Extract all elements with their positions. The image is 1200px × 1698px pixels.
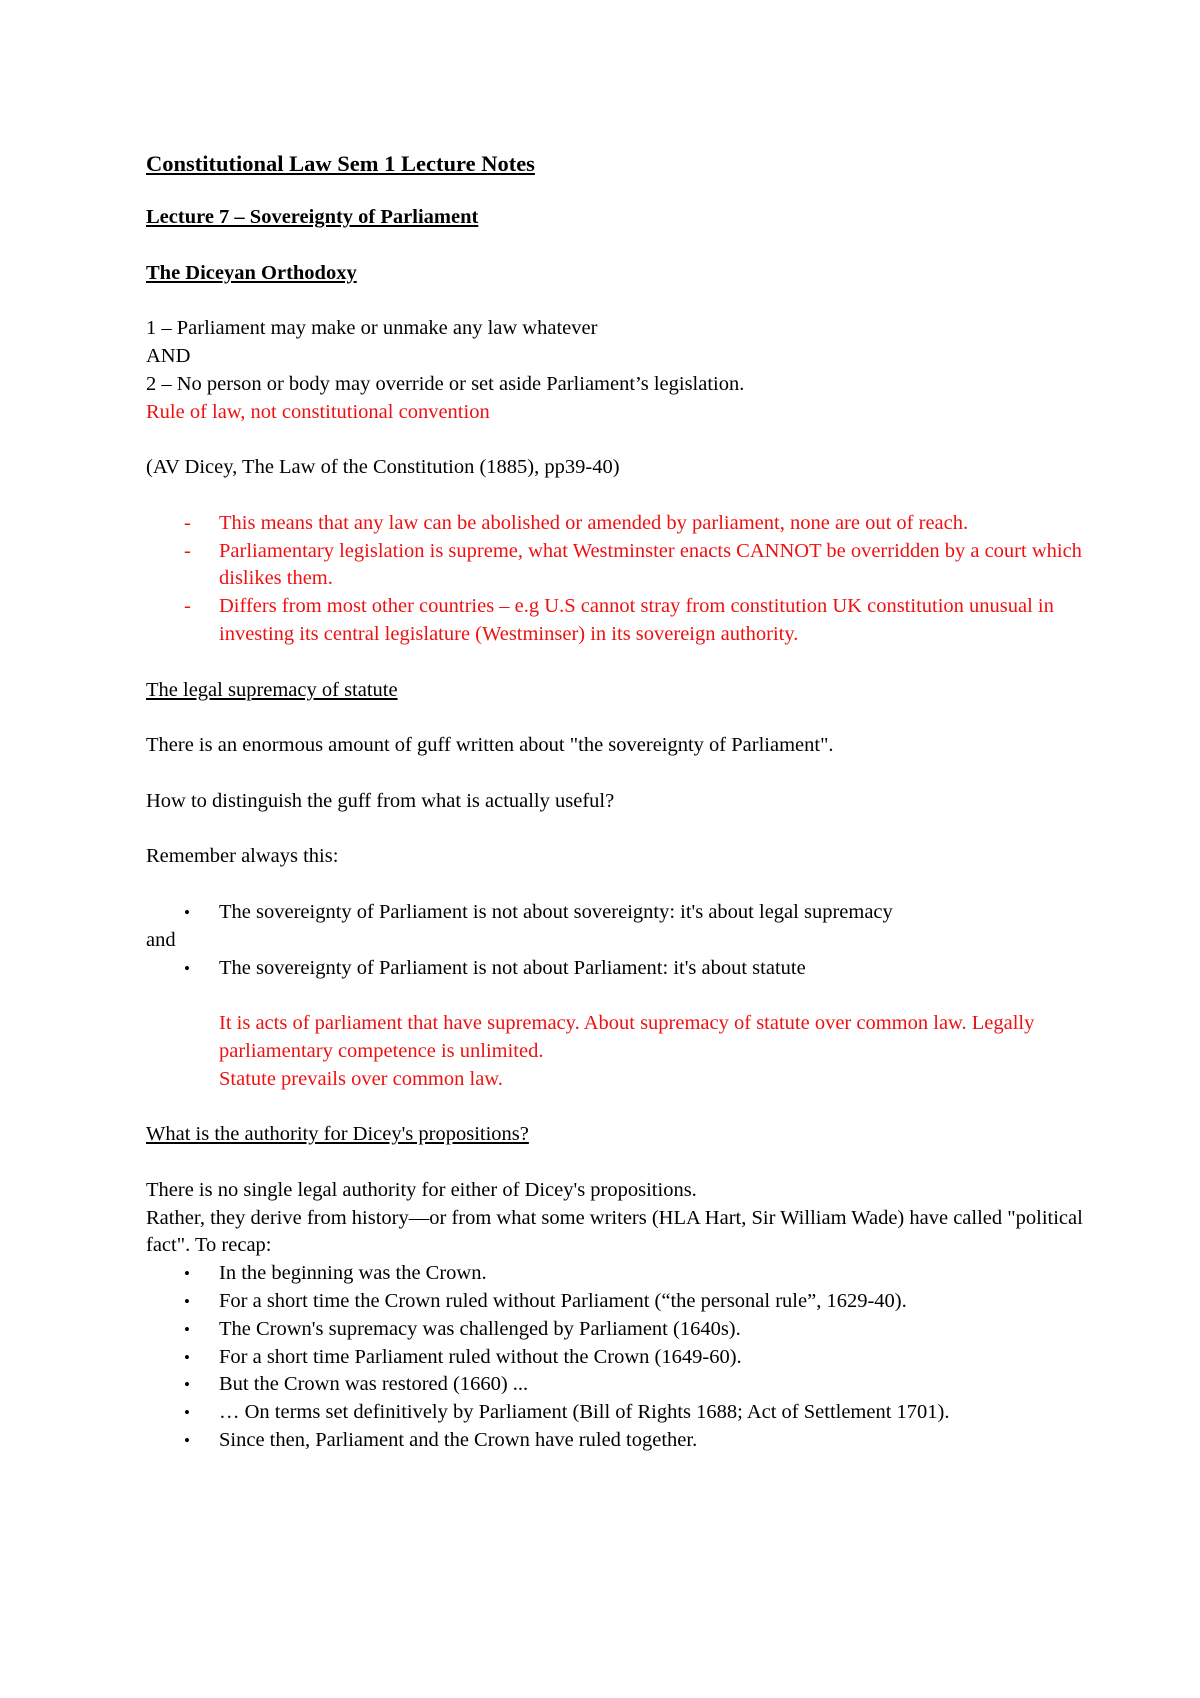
bullet-marker: • xyxy=(184,902,190,922)
no-single-authority-line: There is no single legal authority for either of Dicey's propositions. xyxy=(146,1178,697,1201)
history-bullet-text: For a short time the Crown ruled without Parliament (“the personal rule”, 1629-40). xyxy=(219,1290,907,1313)
dash-note xyxy=(146,538,1086,594)
bullet-marker: • xyxy=(184,1375,190,1395)
dash-marker: - xyxy=(184,539,191,562)
dash-note xyxy=(146,593,1086,649)
sovereignty-bullet-list-1 xyxy=(146,899,1086,927)
bullet-marker: • xyxy=(184,958,190,978)
dash-note-text: Parliamentary legislation is supreme, what Westminster enacts CANNOT be overridden by a court which dislikes them. xyxy=(219,539,1082,590)
dash-note-text: Differs from most other countries – e.g U.S cannot stray from constitution UK constitution unusual in investing its central legislature (Westminser) in its sovereign authority. xyxy=(219,595,1054,645)
list-item xyxy=(146,1260,1086,1288)
and-word: and xyxy=(146,928,176,951)
diceyan-line-1: 1 – Parliament may make or unmake any law whatever xyxy=(146,317,598,340)
history-bullet-list xyxy=(146,1260,1086,1455)
list-item xyxy=(146,1371,1086,1399)
list-item xyxy=(146,899,1086,927)
list-item xyxy=(146,1288,1086,1316)
dash-notes-list xyxy=(146,510,1086,649)
dash-note-text: This means that any law can be abolished or amended by parliament, none are out of reach. xyxy=(219,511,969,534)
rule-of-law-note: Rule of law, not constitutional convention xyxy=(146,400,490,423)
bullet-marker: • xyxy=(184,1403,190,1423)
lecture-heading: Lecture 7 – Sovereignty of Parliament xyxy=(146,206,479,228)
history-bullet-text: … On terms set definitively by Parliament (Bill of Rights 1688; Act of Settlement 1701). xyxy=(219,1401,950,1424)
bullet-marker: • xyxy=(184,1347,190,1367)
diceyan-heading: The Diceyan Orthodoxy xyxy=(146,261,357,284)
history-bullet-text: Since then, Parliament and the Crown have ruled together. xyxy=(219,1429,698,1452)
remember-line: Remember always this: xyxy=(146,845,339,868)
dicey-citation: (AV Dicey, The Law of the Constitution (1885), pp39-40) xyxy=(146,456,620,479)
bullet-marker: • xyxy=(184,1292,190,1312)
list-item xyxy=(146,1344,1086,1372)
dash-marker: - xyxy=(184,511,191,534)
history-bullet-text: But the Crown was restored (1660) ... xyxy=(219,1373,529,1396)
authority-heading: What is the authority for Dicey's propositions? xyxy=(146,1123,529,1146)
sovereignty-bullet-text: The sovereignty of Parliament is not about Parliament: it's about statute xyxy=(219,956,806,979)
bullet-marker: • xyxy=(184,1264,190,1284)
sovereignty-bullet-list-2 xyxy=(146,955,1086,983)
list-item xyxy=(146,1427,1086,1455)
history-bullet-text: For a short time Parliament ruled without the Crown (1649-60). xyxy=(219,1345,742,1368)
list-item xyxy=(146,1399,1086,1427)
bullet-marker: • xyxy=(184,1431,190,1451)
sovereignty-bullet-text: The sovereignty of Parliament is not about sovereignty: it's about legal supremacy xyxy=(219,900,893,923)
dash-note xyxy=(146,510,1086,538)
history-bullet-text: The Crown's supremacy was challenged by Parliament (1640s). xyxy=(219,1317,741,1340)
guff-line: There is an enormous amount of guff written about "the sovereignty of Parliament". xyxy=(146,734,834,757)
dash-marker: - xyxy=(184,595,191,618)
document-page xyxy=(146,147,1086,1455)
list-item xyxy=(146,1316,1086,1344)
diceyan-line-2: 2 – No person or body may override or set aside Parliament’s legislation. xyxy=(146,372,745,395)
red-supremacy-note-2: Statute prevails over common law. xyxy=(219,1067,503,1090)
diceyan-line-and: AND xyxy=(146,344,191,367)
statute-heading: The legal supremacy of statute xyxy=(146,678,398,701)
distinguish-line: How to distinguish the guff from what is actually useful? xyxy=(146,789,615,812)
bullet-marker: • xyxy=(184,1319,190,1339)
red-supremacy-note-1: It is acts of parliament that have supremacy. About supremacy of statute over common law. Legally parliamentary competence is unlimited. xyxy=(219,1012,1035,1062)
document-title: Constitutional Law Sem 1 Lecture Notes xyxy=(146,151,535,176)
history-bullet-text: In the beginning was the Crown. xyxy=(219,1262,487,1285)
rather-line: Rather, they derive from history—or from what some writers (HLA Hart, Sir William Wade) have called "political fact". To recap: xyxy=(146,1206,1083,1257)
list-item xyxy=(146,955,1086,983)
